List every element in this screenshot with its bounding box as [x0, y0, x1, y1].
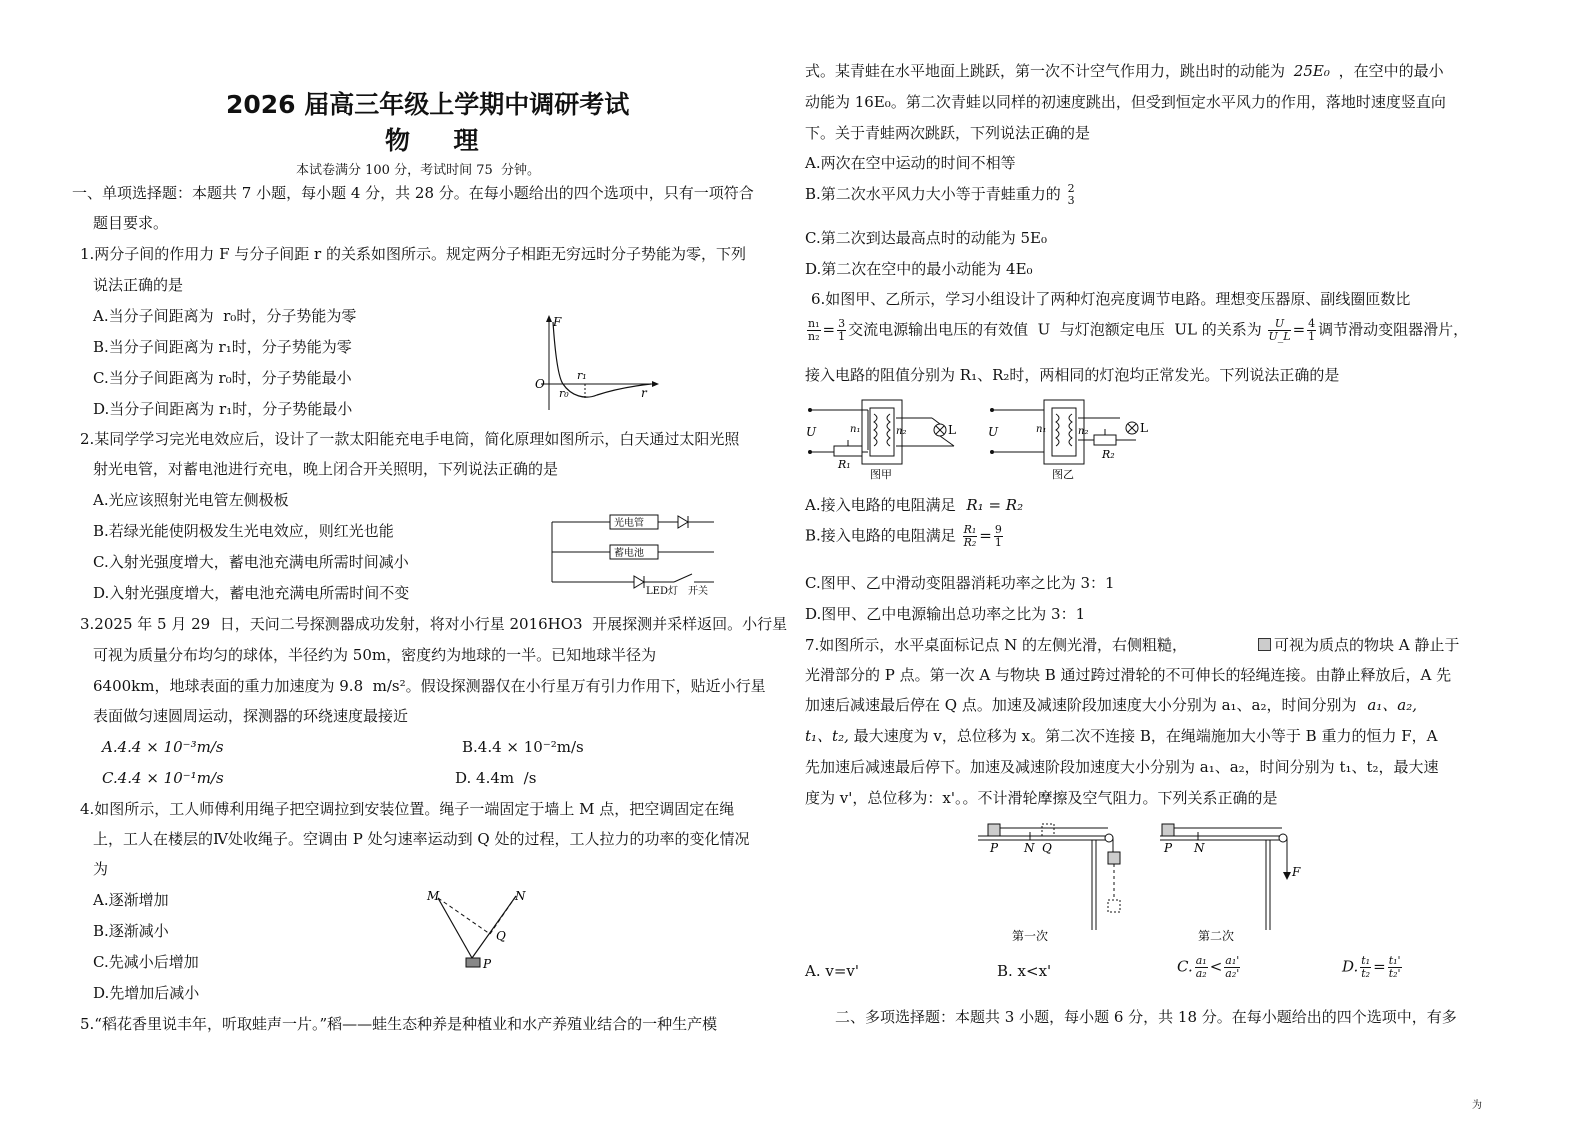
q5-text-c: ，在空中的最小 [1338, 62, 1444, 80]
q6-voltage-ratio [1268, 318, 1290, 343]
exam-title: 2026 届高三年级上学期中调研考试 [226, 90, 630, 119]
q5-stem-cont3: 下。关于青蛙两次跳跃，下列说法正确的是 [805, 124, 1091, 142]
q2-option-d[interactable]: D.入射光强度增大，蓄电池充满电所需时间不变 [93, 584, 410, 602]
q7-second-f: F [1292, 865, 1301, 879]
q1-axis-f: F [553, 315, 562, 329]
q3-option-a[interactable]: A.4.4 × 10⁻³m/s [102, 738, 224, 756]
q3-option-b[interactable]: B.4.4 × 10⁻²m/s [462, 738, 584, 756]
q7-option-a[interactable]: A. v=v' [805, 962, 860, 980]
q7-option-c-right [1224, 955, 1240, 980]
q6-stem: 6.如图甲、乙所示，学习小组设计了两种灯泡亮度调节电路。理想变压器原、副线圈匝数比 [811, 290, 1411, 308]
q5-frac-den: 3 [1067, 194, 1075, 207]
q5-option-b[interactable] [805, 183, 1077, 207]
q5-stem-cont2: 动能为 16E₀。第二次青蛙以同样的初速度跳出，但受到恒定水平风力的作用，落地时速度竖直向 [805, 93, 1446, 111]
q6-text-a: 交流电源输出电压的有效值 U 与灯泡额定电压 UL 的关系为 [848, 320, 1262, 339]
q5-option-c[interactable]: C.第二次到达最高点时的动能为 5E₀ [805, 229, 1047, 247]
q1-r1-label: r₁ [577, 369, 587, 382]
q6-option-d[interactable]: D.图甲、乙中电源输出总功率之比为 3：1 [805, 605, 1086, 623]
q6-option-b-r1: R₁ [963, 523, 977, 536]
q7-option-d[interactable] [1342, 955, 1404, 987]
q1-option-a[interactable]: A.当分子间距离为 r₀时，分子势能为零 [93, 307, 357, 325]
q1-origin: O [535, 377, 545, 391]
q6-circuit-jia [804, 396, 974, 484]
q6-yi-caption: 图乙 [1052, 468, 1074, 481]
exam-note: 本试卷满分 100 分，考试时间 75 分钟。 [296, 163, 541, 178]
q7-text-l4a: t₁、t₂, [805, 727, 849, 745]
q4-option-b[interactable]: B.逐渐减小 [93, 922, 169, 940]
q7-stem-cont5: 度为 v'，总位移为：x'。。不计滑轮摩擦及空气阻力。下列关系正确的是 [805, 789, 1278, 807]
q6-circuit-yi [986, 396, 1156, 484]
q7-c-right-den: a₂' [1225, 967, 1240, 980]
q4-stem-cont: 上，工人在楼层的Ⅳ处收绳子。空调由 P 处匀速率运动到 Q 处的过程，工人拉力的功率的变化情况 [93, 830, 750, 848]
q6-jia-u: U [806, 425, 817, 439]
q5-frac-num: 2 [1067, 182, 1075, 195]
q7-c-left-den: a₂ [1195, 967, 1207, 980]
q6-yi-r2: R₂ [1102, 448, 1115, 461]
q7-d-right-den: t₂' [1388, 967, 1401, 980]
q6-jia-n1: n₁ [850, 424, 861, 435]
q4-option-c[interactable]: C.先减小后增加 [93, 953, 199, 971]
q7-text-l3a: 加速后减速最后停在 Q 点。加速及减速阶段加速度大小分别为 a₁、a₂，时间分别为 [805, 696, 1357, 714]
q6-voltage-value [1307, 318, 1316, 343]
q6-turns-eq: = [822, 320, 836, 339]
q7-c-left-num: a₁ [1195, 954, 1207, 967]
q1-stem-cont: 说法正确的是 [93, 276, 184, 294]
q7-text-l4b: 最大速度为 v，总位移为 x。第二次不连接 B，在绳端施加大小等于 B 重力的恒力 F，A [853, 727, 1438, 745]
q7-text-l3b: a₁、a₂, [1367, 696, 1417, 714]
q5-option-b-fraction [1068, 183, 1075, 207]
q7-second-p: P [1164, 841, 1173, 855]
q6-turns-value-den: 1 [838, 330, 846, 343]
q5-stem-cont [805, 61, 1444, 81]
q3-stem: 3.2025 年 5 月 29 日，天问二号探测器成功发射，将对小行星 2016HO3 开展探测并采样返回。小行星 [80, 615, 788, 633]
q5-option-b-text: B.第二次水平风力大小等于青蛙重力的 [805, 185, 1061, 203]
q4-stem-cont2: 为 [93, 860, 109, 878]
q4-point-q: Q [496, 929, 506, 943]
q7-setup-first [976, 818, 1136, 944]
q4-rope-diagram [422, 884, 534, 974]
q6-jia-n2: n₂ [896, 426, 907, 437]
section2-heading: 二、多项选择题：本题共 3 小题，每小题 6 分，共 18 分。在每小题给出的四个选项中，有多 [835, 1008, 1457, 1026]
q2-stem-cont: 射光电管，对蓄电池进行充电，晚上闭合开关照明，下列说法正确的是 [93, 460, 559, 478]
q1-force-graph [533, 312, 663, 412]
q1-axis-r: r [641, 386, 647, 400]
q7-stem-b: 可视为质点的物块 A 静止于 [1274, 636, 1460, 654]
q7-option-c-left [1195, 955, 1208, 980]
q6-turns-ratio [807, 318, 821, 343]
q6-yi-n2: n₂ [1078, 426, 1089, 437]
q6-option-a-text: A.接入电路的电阻满足 [805, 496, 956, 514]
q4-option-a[interactable]: A.逐渐增加 [93, 891, 169, 909]
q7-option-d-prefix: D. [1342, 957, 1359, 976]
q5-option-a[interactable]: A.两次在空中运动的时间不相等 [805, 154, 1016, 172]
q7-stem-cont: 光滑部分的 P 点。第一次 A 与物块 B 通过跨过滑轮的不可伸长的轻绳连接。由静止释放后，A 先 [805, 666, 1452, 684]
q1-r0-label: r₀ [559, 387, 569, 400]
q7-option-c-prefix: C. [1177, 957, 1193, 976]
subject-title: 物 理 [385, 126, 479, 155]
q7-d-left-num: t₁ [1361, 954, 1371, 967]
q7-block-icon [1258, 638, 1271, 651]
q6-voltage-value-num: 4 [1308, 317, 1316, 330]
q5-text-a: 式。某青蛙在水平地面上跳跃，第一次不计空气作用力，跳出时的动能为 [805, 62, 1286, 80]
q6-voltage-den: U_L [1268, 330, 1291, 343]
section1-heading-cont: 题目要求。 [93, 214, 169, 232]
q2-battery-label: 蓄电池 [614, 548, 644, 559]
q7-first-n: N [1024, 841, 1035, 855]
q7-option-b[interactable]: B. x<x' [997, 962, 1052, 980]
q1-option-d[interactable]: D.当分子间距离为 r₁时，分子势能最小 [93, 400, 353, 418]
q6-turns-num: n₁ [808, 317, 820, 330]
q6-voltage-value-den: 1 [1308, 330, 1316, 343]
q7-stem: 7.如图所示，水平桌面标记点 N 的左侧光滑，右侧粗糙， [805, 636, 1187, 654]
q6-option-b-text: B.接入电路的电阻满足 [805, 526, 956, 545]
q6-option-b-r2: R₂ [963, 536, 977, 549]
q6-option-a-eq: R₁ = R₂ [966, 496, 1024, 514]
q7-option-c[interactable] [1177, 955, 1242, 987]
q7-d-op: = [1373, 957, 1386, 976]
q4-point-m: M [427, 889, 440, 903]
q7-second-n: N [1194, 841, 1205, 855]
q2-led-label: LED灯 [646, 586, 678, 596]
q2-stem: 2.某同学学习完光电效应后，设计了一款太阳能充电手电筒，简化原理如图所示，白天通过太阳光照 [80, 430, 740, 448]
q3-stem-cont3: 表面做匀速圆周运动，探测器的环绕速度最接近 [93, 707, 409, 725]
page-corner-char: 为 [1472, 1100, 1482, 1111]
q2-phototube-label: 光电管 [614, 518, 644, 529]
q3-option-d[interactable]: D. 4.4m /s [455, 769, 537, 787]
q7-d-left-den: t₂ [1361, 967, 1371, 980]
q7-setup-second [1158, 818, 1318, 944]
q5-option-d[interactable]: D.第二次在空中的最小动能为 4E₀ [805, 260, 1033, 278]
q6-yi-u: U [988, 425, 999, 439]
q4-option-d[interactable]: D.先增加后减小 [93, 984, 200, 1002]
q6-option-b[interactable]: B.接入电路的电阻满足 $\frac{\text{R₁}}{\text{R₂}}$ = $\frac{9}{1}$ [805, 523, 1002, 549]
q6-turns-value-num: 3 [838, 317, 846, 330]
q2-option-b[interactable]: B.若绿光能使阴极发生光电效应，则红光也能 [93, 522, 394, 540]
q3-stem-cont: 可视为质量分布均匀的球体，半径约为 50m，密度约为地球的一半。已知地球半径为 [93, 646, 657, 664]
q7-first-p: P [990, 841, 999, 855]
q5-stem: 5.“稻花香里说丰年，听取蛙声一片。”稻——蛙生态种养是种植业和水产养殖业结合的一种生产模 [80, 1015, 718, 1033]
q6-text-b: 调节滑动变阻器滑片， [1318, 320, 1469, 339]
q7-first-caption: 第一次 [1012, 929, 1049, 943]
q3-stem-cont2: 6400km，地球表面的重力加速度为 9.8 m/s²。假设探测器仅在小行星万有引力作用下，贴近小行星 [93, 677, 766, 695]
q5-energy-value: 25E₀ [1293, 62, 1330, 80]
q6-jia-r1: R₁ [838, 458, 851, 471]
q6-jia-l: L [948, 423, 956, 437]
q2-option-c[interactable]: C.入射光强度增大，蓄电池充满电所需时间减小 [93, 553, 409, 571]
q4-point-n: N [515, 889, 526, 903]
q2-circuit-diagram [548, 508, 718, 596]
q6-yi-l: L [1140, 421, 1148, 435]
q7-stem-cont3 [805, 726, 1437, 746]
q1-option-b[interactable]: B.当分子间距离为 r₁时，分子势能为零 [93, 338, 352, 356]
q7-first-q: Q [1042, 841, 1052, 855]
q6-turns-den: n₂ [808, 330, 820, 343]
q6-yi-n1: n₁ [1036, 424, 1047, 435]
q7-stem-cont4: 先加速后减速最后停下。加速及减速阶段加速度大小分别为 a₁、a₂，时间分别为 t₁、t₂，最大速 [805, 758, 1439, 776]
section1-heading: 一、单项选择题：本题共 7 小题，每小题 4 分，共 28 分。在每小题给出的四个选项中，只有一项符合 [72, 184, 754, 202]
q7-option-d-right [1388, 955, 1402, 980]
q6-option-b-right [994, 524, 1003, 549]
q7-d-right-num: t₁' [1388, 954, 1401, 967]
q6-option-c[interactable]: C.图甲、乙中滑动变阻器消耗功率之比为 3：1 [805, 574, 1115, 592]
q3-option-c[interactable]: C.4.4 × 10⁻¹m/s [102, 769, 224, 787]
q6-option-b-left [963, 524, 978, 549]
q7-option-d-left [1360, 955, 1371, 980]
q6-option-a[interactable] [805, 495, 1023, 515]
q6-stem-cont2: 接入电路的阻值分别为 R₁、R₂时，两相同的灯泡均正常发光。下列说法正确的是 [805, 366, 1340, 384]
q7-c-right-num: a₁' [1225, 954, 1240, 967]
q6-turns-value [837, 318, 846, 343]
q4-point-p: P [483, 957, 492, 971]
q6-option-b-one: 1 [994, 536, 1002, 549]
q7-stem-cont2 [805, 695, 1417, 715]
q4-stem: 4.如图所示，工人师傅利用绳子把空调拉到安装位置。绳子一端固定于墙上 M 点，把空调固定在绳 [80, 800, 735, 818]
q2-switch-label: 开关 [688, 586, 708, 596]
q1-stem: 1.两分子间的作用力 F 与分子间距 r 的关系如图所示。规定两分子相距无穷远时分子势能为零，下列 [80, 245, 746, 263]
q7-second-caption: 第二次 [1198, 929, 1235, 943]
q6-option-b-nine: 9 [994, 523, 1002, 536]
q6-voltage-num: U [1268, 318, 1290, 331]
q1-option-c[interactable]: C.当分子间距离为 r₀时，分子势能最小 [93, 369, 352, 387]
q6-jia-caption: 图甲 [870, 468, 892, 481]
q6-stem-cont: $\frac{\text{n₁}}{\text{n₂}}$ = $\frac{3}{1}$ 交流电源输出电压的有效值 U 与灯泡额定电压 UL 的关系为 $\frac{U}{U\_L}$ = $\frac{4}{1}$ 调节滑动变阻器滑片， [808, 317, 1469, 343]
q7-c-op: < [1209, 957, 1223, 976]
q2-option-a[interactable]: A.光应该照射光电管左侧极板 [93, 491, 289, 509]
